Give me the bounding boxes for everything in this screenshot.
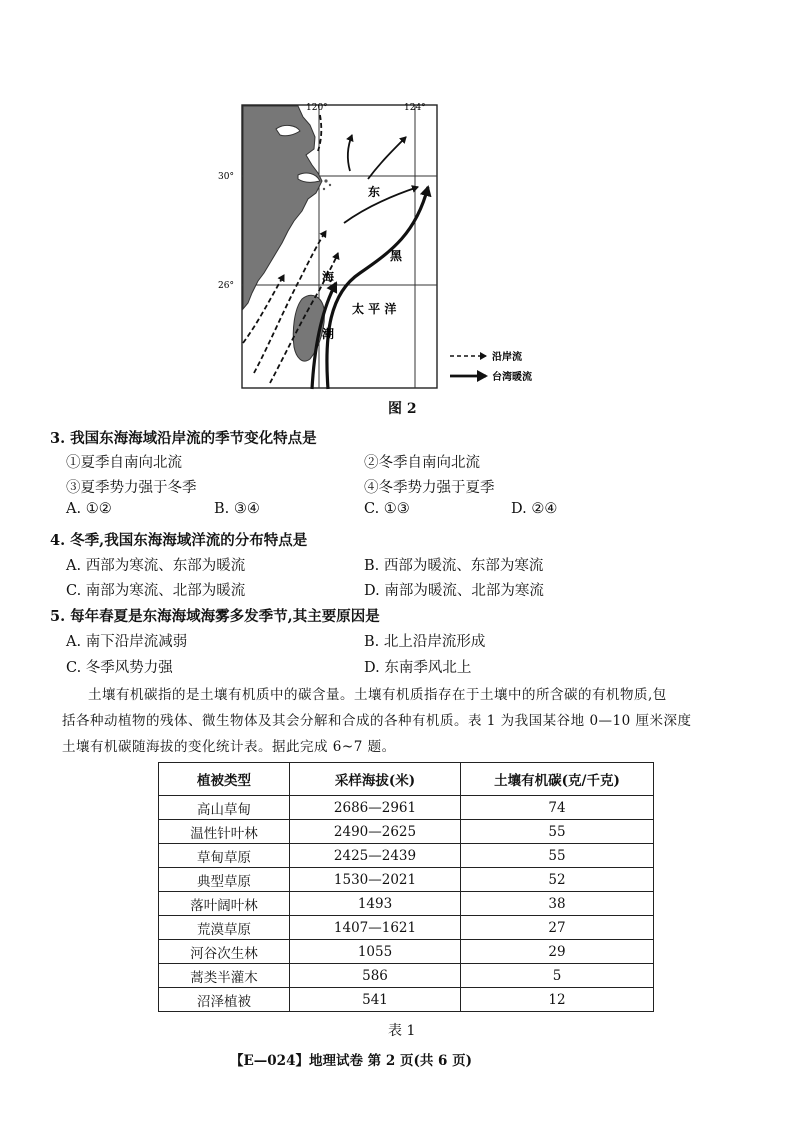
east-sea-char-1: 东	[368, 185, 381, 199]
table-cell: 河谷次生林	[159, 940, 290, 964]
table-row	[159, 844, 654, 868]
table-cell: 12	[461, 988, 654, 1012]
question-5-stem: 5. 每年春夏是东海海域海雾多发季节,其主要原因是	[50, 608, 380, 625]
table-row	[159, 940, 654, 964]
q3-item-4: ④冬季势力强于夏季	[364, 480, 495, 496]
q5-option-a[interactable]: A. 南下沿岸流减弱	[66, 634, 188, 650]
table-cell: 55	[461, 820, 654, 844]
table-cell: 29	[461, 940, 654, 964]
table-cell: 落叶阔叶林	[159, 892, 290, 916]
page-footer: 【E—024】地理试卷 第 2 页(共 6 页)	[230, 1053, 473, 1069]
table-caption: 表 1	[388, 1023, 416, 1039]
q3-item-2: ②冬季自南向北流	[364, 455, 480, 471]
q3-option-c[interactable]: C. ①③	[364, 501, 410, 517]
legend-warm-label: 台湾暖流	[492, 372, 532, 383]
question-3-stem: 3. 我国东海海域沿岸流的季节变化特点是	[50, 430, 317, 447]
q3-item-3: ③夏季势力强于冬季	[66, 480, 197, 496]
passage-line-1: 土壤有机碳指的是土壤有机质中的碳含量。土壤有机质指存在于土壤中的所含碳的有机物质,包	[88, 687, 667, 703]
q4-option-b[interactable]: B. 西部为暖流、东部为寒流	[364, 558, 544, 574]
q4-option-d[interactable]: D. 南部为暖流、北部为寒流	[364, 583, 544, 599]
kuroshio-char-1: 黑	[390, 249, 403, 263]
table-header-row	[159, 763, 654, 796]
table-cell: 2425—2439	[290, 844, 461, 868]
q4-option-a[interactable]: A. 西部为寒流、东部为暖流	[66, 558, 246, 574]
table-cell: 沼泽植被	[159, 988, 290, 1012]
map-legend	[450, 350, 532, 383]
table-cell: 38	[461, 892, 654, 916]
table-cell: 5	[461, 964, 654, 988]
passage-line-2: 括各种动植物的残体、微生物体及其会分解和合成的各种有机质。表 1 为我国某谷地 0—10 厘米深度	[62, 713, 692, 729]
table-cell: 55	[461, 844, 654, 868]
table-row	[159, 964, 654, 988]
q5-option-b[interactable]: B. 北上沿岸流形成	[364, 634, 486, 650]
question-4-stem: 4. 冬季,我国东海海域洋流的分布特点是	[50, 532, 308, 549]
table-header-cell: 采样海拔(米)	[290, 763, 461, 796]
table-row	[159, 892, 654, 916]
q3-option-d[interactable]: D. ②④	[511, 501, 558, 517]
table-header-cell: 植被类型	[159, 763, 290, 796]
table-row	[159, 988, 654, 1012]
table-cell: 2490—2625	[290, 820, 461, 844]
lat-26-label: 26°	[218, 281, 234, 291]
q5-option-c[interactable]: C. 冬季风势力强	[66, 660, 173, 676]
q5-option-d[interactable]: D. 东南季风北上	[364, 660, 472, 676]
lon-124-label: 124°	[404, 103, 426, 113]
q3-item-1: ①夏季自南向北流	[66, 455, 182, 471]
lon-120-label: 120°	[306, 103, 328, 113]
table-cell: 74	[461, 796, 654, 820]
soil-carbon-table	[158, 762, 654, 1012]
table-row	[159, 820, 654, 844]
table-cell: 1055	[290, 940, 461, 964]
passage-line-3: 土壤有机碳随海拔的变化统计表。据此完成 6~7 题。	[62, 739, 396, 755]
table-cell: 541	[290, 988, 461, 1012]
table-cell: 典型草原	[159, 868, 290, 892]
table-cell: 586	[290, 964, 461, 988]
table-cell: 2686—2961	[290, 796, 461, 820]
table-cell: 蒿类半灌木	[159, 964, 290, 988]
kuroshio-char-2: 潮	[322, 327, 335, 341]
pacific-label: 太 平 洋	[352, 302, 397, 316]
table-cell: 高山草甸	[159, 796, 290, 820]
table-cell: 草甸草原	[159, 844, 290, 868]
table-row	[159, 796, 654, 820]
east-sea-char-2: 海	[322, 270, 335, 284]
ocean-current-map	[218, 103, 680, 393]
legend-coastal-label: 沿岸流	[492, 352, 522, 363]
figure-caption: 图 2	[388, 401, 417, 417]
table-row	[159, 916, 654, 940]
table-row	[159, 868, 654, 892]
table-cell: 27	[461, 916, 654, 940]
q4-option-c[interactable]: C. 南部为寒流、北部为暖流	[66, 583, 246, 599]
table-cell: 52	[461, 868, 654, 892]
table-cell: 温性针叶林	[159, 820, 290, 844]
table-cell: 1530—2021	[290, 868, 461, 892]
lat-30-label: 30°	[218, 172, 234, 182]
table-cell: 1407—1621	[290, 916, 461, 940]
table-cell: 1493	[290, 892, 461, 916]
q3-option-b[interactable]: B. ③④	[214, 501, 260, 517]
q3-option-a[interactable]: A. ①②	[66, 501, 112, 517]
table-header-cell: 土壤有机碳(克/千克)	[461, 763, 654, 796]
table-cell: 荒漠草原	[159, 916, 290, 940]
